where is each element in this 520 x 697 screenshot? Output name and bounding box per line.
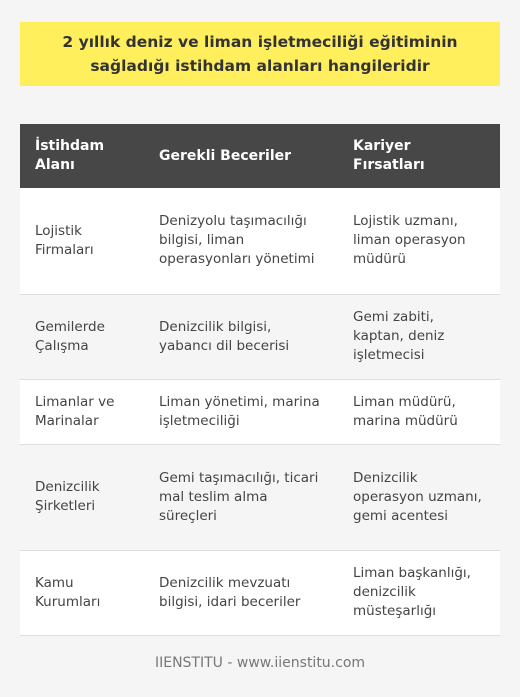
cell-employment-area: Kamu Kurumları <box>20 550 144 635</box>
cell-career-opportunities: Denizcilik operasyon uzmanı, gemi acentesi <box>338 444 500 550</box>
table-row <box>20 444 500 550</box>
cell-required-skills: Gemi taşımacılığı, ticari mal teslim alma süreçleri <box>144 444 338 550</box>
cell-required-skills: Liman yönetimi, marina işletmeciliği <box>144 379 338 444</box>
employment-table <box>20 124 500 636</box>
cell-required-skills: Denizyolu taşımacılığı bilgisi, liman operasyonları yönetimi <box>144 188 338 294</box>
header-employment-area: İstihdam Alanı <box>20 124 144 188</box>
cell-required-skills: Denizcilik bilgisi, yabancı dil becerisi <box>144 294 338 379</box>
cell-career-opportunities: Gemi zabiti, kaptan, deniz işletmecisi <box>338 294 500 379</box>
table-header-row <box>20 124 500 188</box>
table-row <box>20 550 500 635</box>
cell-employment-area: Denizcilik Şirketleri <box>20 444 144 550</box>
title-banner <box>20 22 500 86</box>
cell-career-opportunities: Liman başkanlığı, denizcilik müsteşarlığı <box>338 550 500 635</box>
cell-employment-area: Gemilerde Çalışma <box>20 294 144 379</box>
cell-career-opportunities: Liman müdürü, marina müdürü <box>338 379 500 444</box>
cell-career-opportunities: Lojistik uzmanı, liman operasyon müdürü <box>338 188 500 294</box>
table-row <box>20 294 500 379</box>
cell-employment-area: Lojistik Firmaları <box>20 188 144 294</box>
page-title: 2 yıllık deniz ve liman işletmeciliği eğitiminin sağladığı istihdam alanları hangileridir <box>62 33 458 75</box>
cell-employment-area: Limanlar ve Marinalar <box>20 379 144 444</box>
table-row <box>20 379 500 444</box>
table-row <box>20 188 500 294</box>
footer-credit: IIENSTITU - www.iienstitu.com <box>154 655 366 671</box>
header-required-skills: Gerekli Beceriler <box>144 124 338 188</box>
header-career-opportunities: Kariyer Fırsatları <box>338 124 500 188</box>
cell-required-skills: Denizcilik mevzuatı bilgisi, idari beceriler <box>144 550 338 635</box>
